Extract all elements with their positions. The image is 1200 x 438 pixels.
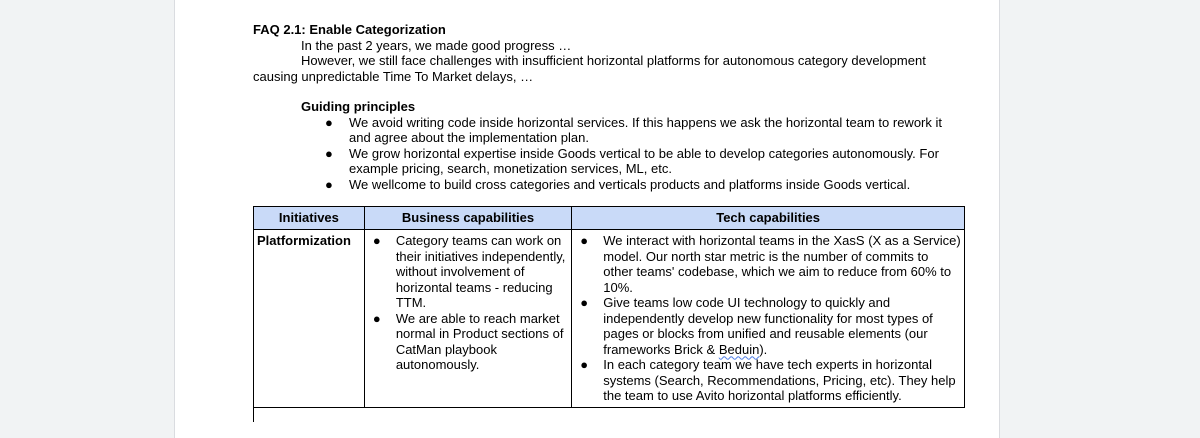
tech-list [575,233,961,404]
document-page[interactable] [174,0,1000,438]
bullet-icon: ● [325,114,333,130]
bullet-icon: ● [325,176,333,192]
header-tech-capabilities[interactable]: Tech capabilities [572,207,965,230]
list-item: ● We wellcome to build cross categories and verticals products and platforms inside Goods vertical. [325,176,911,192]
principles-heading: Guiding principles [301,99,416,114]
capabilities-table[interactable] [253,206,965,408]
section-title: FAQ 2.1: Enable Categorization [253,22,446,37]
list-item: ● We grow horizontal expertise inside Goods vertical to be able to develop categories autonomously. For example pricing, search, monetization services, ML, etc. [325,145,939,176]
table-header-row [254,207,965,230]
paragraph-progress: In the past 2 years, we made good progress … [301,37,572,53]
header-initiatives[interactable]: Initiatives [254,207,365,230]
bullet-icon: ● [325,145,333,161]
list-item: ● We are able to reach market normal in Product sections of CatMan playbook autonomously. [372,310,564,372]
list-item: ● Give teams low code UI technology to quickly and independently develop new functionality for most types of pages or blocks from unified and reusable elements (our frameworks Brick & Beduin). [580,295,933,357]
cell-tech[interactable] [572,230,965,408]
cell-business[interactable] [364,230,571,408]
principles-list [253,115,965,193]
cell-initiative[interactable]: Platformization [254,230,365,408]
business-list [368,233,568,373]
list-item: ● Category teams can work on their initiatives independently, without involvement of horizontal teams - reducing TTM. [372,233,566,310]
list-item: ● We avoid writing code inside horizontal services. If this happens we ask the horizontal team to rework it and agree about the implementation plan. [325,114,942,145]
bullet-icon: ● [580,357,589,372]
spellcheck-word[interactable]: Beduin [718,341,760,357]
list-item: ● In each category team we have tech experts in horizontal systems (Search, Recommendations, Pricing, etc). They help the team to use Avito horizontal platforms efficiently. [580,357,956,403]
header-business-capabilities[interactable]: Business capabilities [364,207,571,230]
document-body[interactable] [253,22,965,192]
list-item: ● We interact with horizontal teams in the XasS (X as a Service) model. Our north star metric is the number of commits to other teams' codebase, which we aim to reduce from 60% to 10%. [580,233,961,295]
text-cursor [253,405,254,422]
bullet-icon: ● [372,233,381,248]
bullet-icon: ● [580,295,589,310]
bullet-icon: ● [372,310,381,326]
table-row [254,230,965,408]
blank-line [253,84,965,99]
bullet-icon: ● [580,233,589,248]
paragraph-challenges: However, we still face challenges with insufficient horizontal platforms for autonomous category development causing unpredictable Time To Market delays, … [253,53,926,84]
